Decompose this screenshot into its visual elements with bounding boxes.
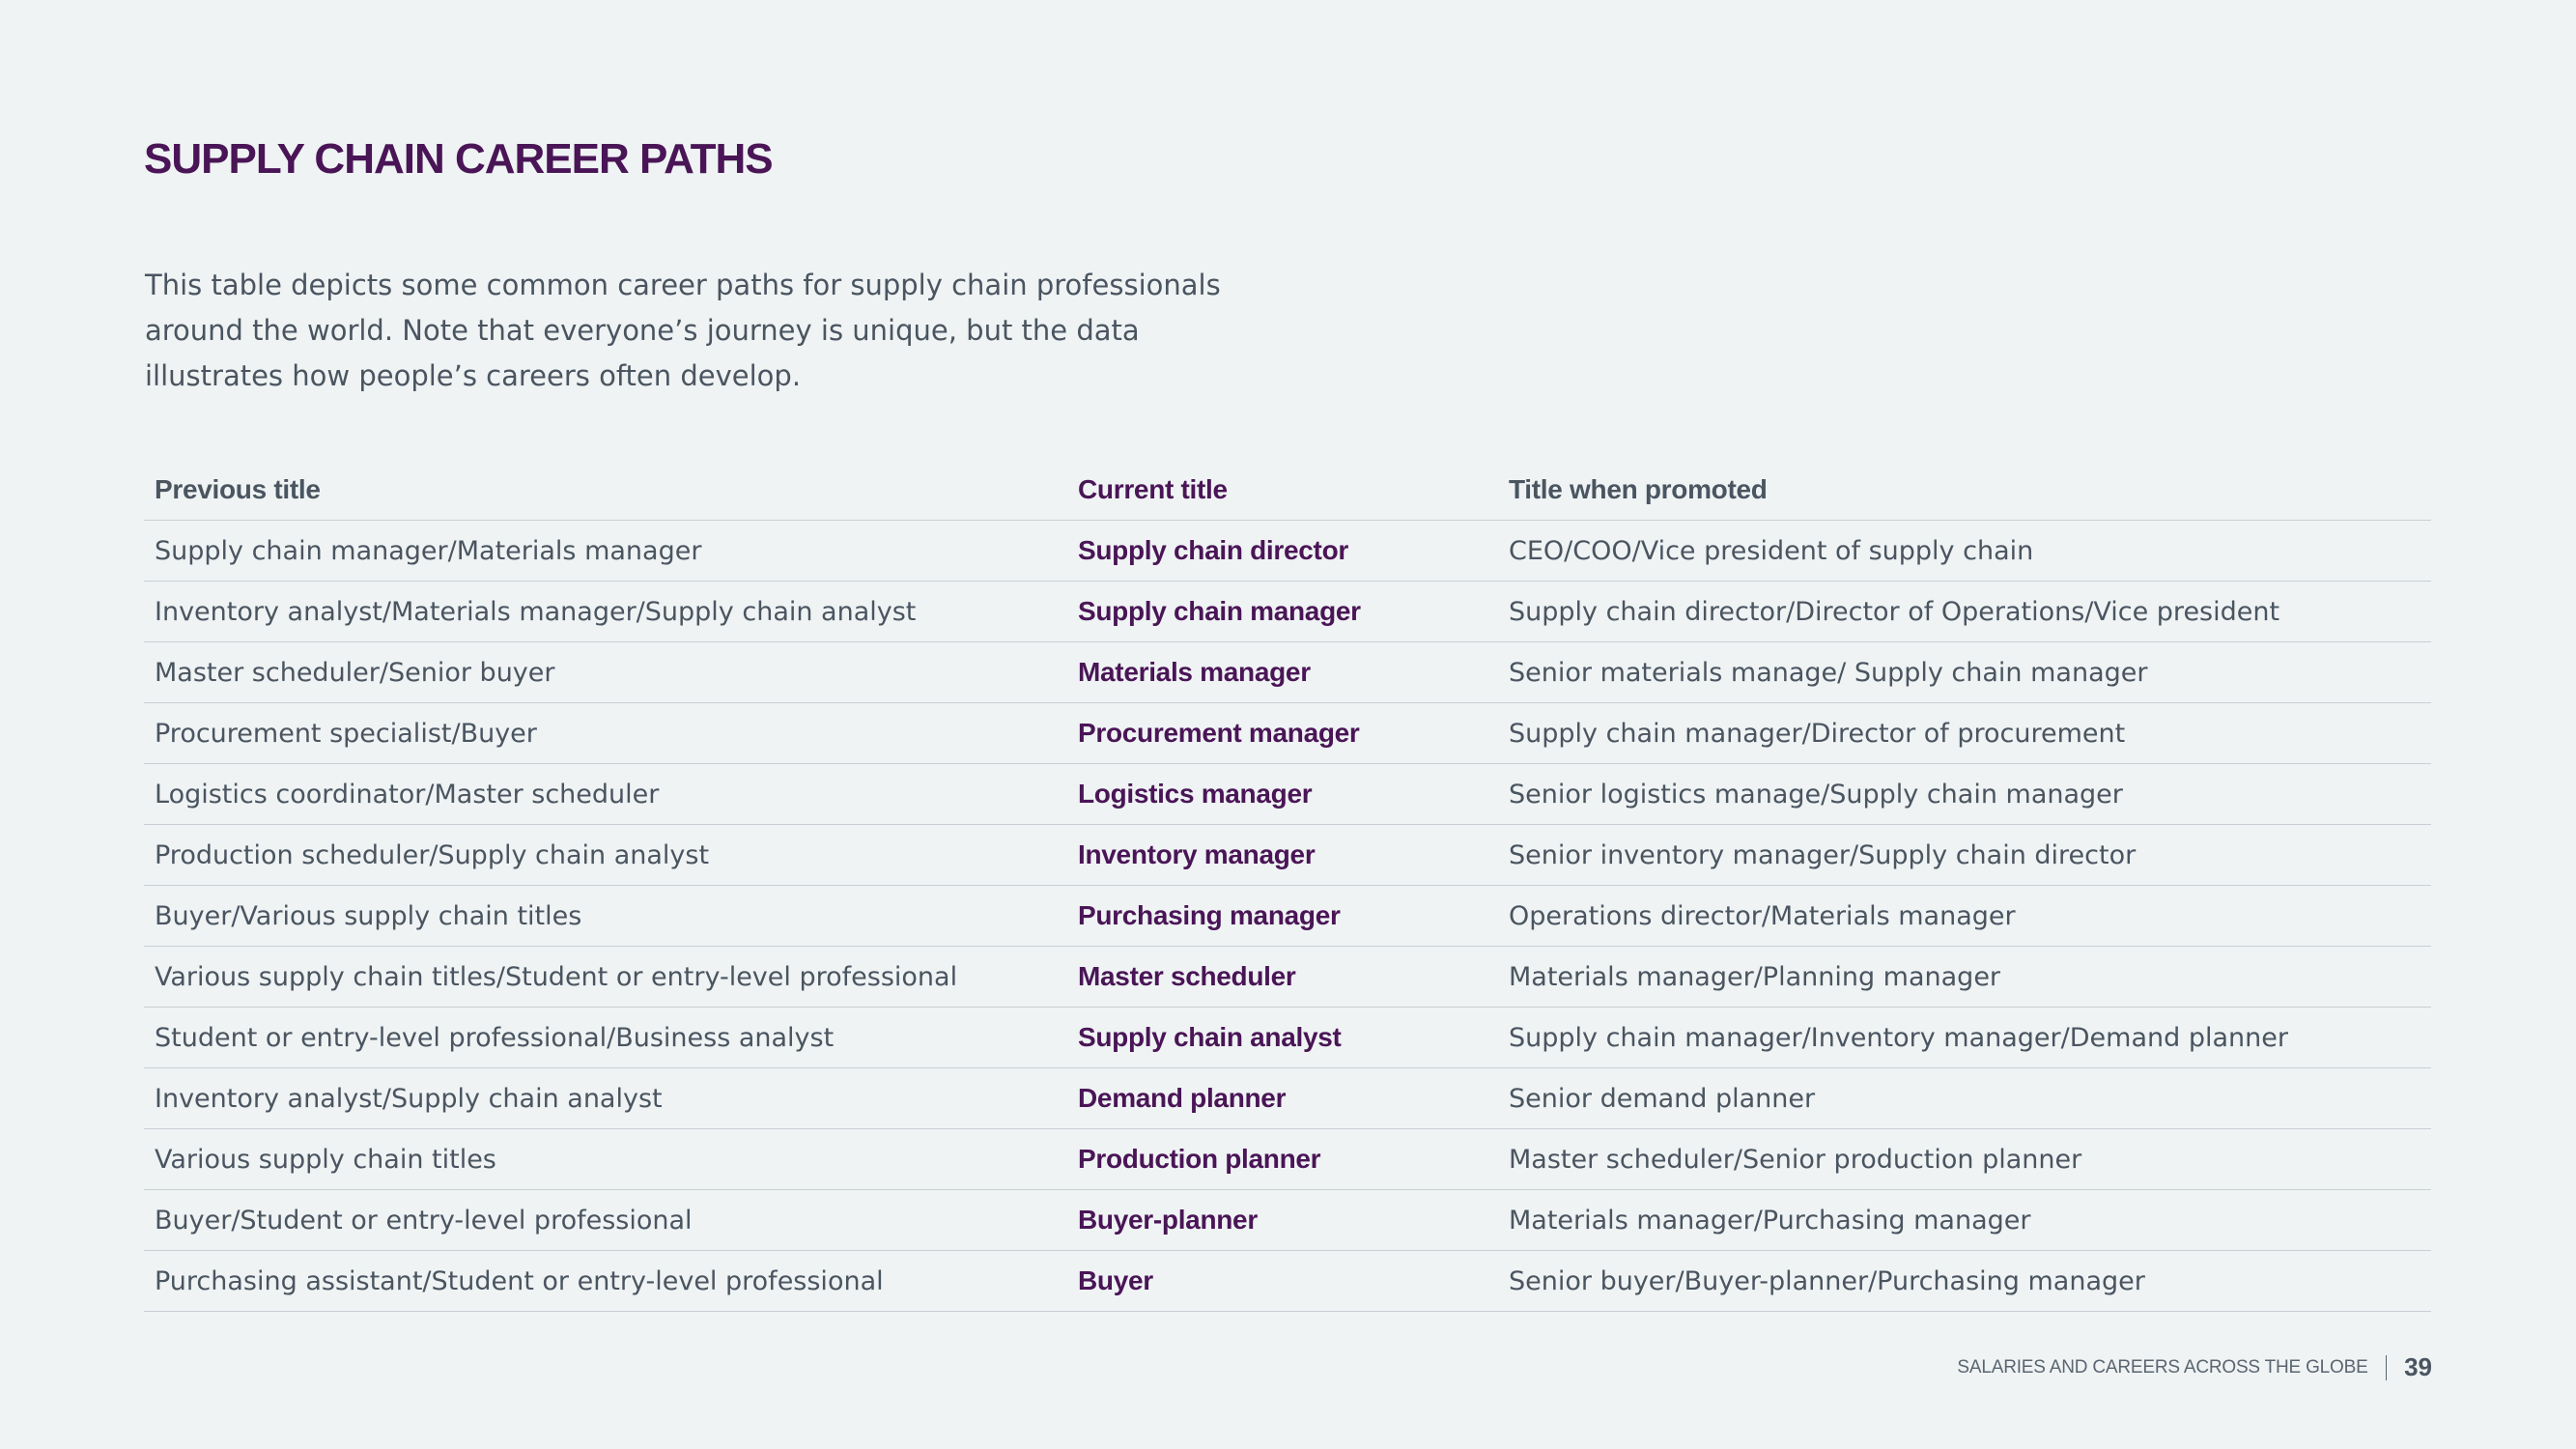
page-title: SUPPLY CHAIN CAREER PATHS <box>144 135 773 183</box>
header-current-title: Current title <box>1067 460 1498 521</box>
cell-previous-title: Buyer/Various supply chain titles <box>144 886 1067 947</box>
cell-current-title: Demand planner <box>1067 1068 1498 1129</box>
cell-previous-title: Logistics coordinator/Master scheduler <box>144 764 1067 825</box>
intro-line: This table depicts some common career paths for supply chain professionals <box>145 269 1221 301</box>
cell-previous-title: Student or entry-level professional/Business analyst <box>144 1008 1067 1068</box>
table-row <box>144 521 2431 582</box>
page-number: 39 <box>2404 1352 2432 1381</box>
cell-title-when-promoted: CEO/COO/Vice president of supply chain <box>1498 521 2431 582</box>
cell-previous-title: Inventory analyst/Materials manager/Supply chain analyst <box>144 582 1067 642</box>
cell-title-when-promoted: Senior materials manage/ Supply chain manager <box>1498 642 2431 703</box>
cell-current-title: Purchasing manager <box>1067 886 1498 947</box>
cell-previous-title: Buyer/Student or entry-level professional <box>144 1190 1067 1251</box>
table-body <box>144 521 2431 1312</box>
cell-previous-title: Various supply chain titles/Student or entry-level professional <box>144 947 1067 1008</box>
table-row <box>144 886 2431 947</box>
table-row <box>144 825 2431 886</box>
cell-title-when-promoted: Supply chain manager/Inventory manager/Demand planner <box>1498 1008 2431 1068</box>
table-row <box>144 1008 2431 1068</box>
cell-current-title: Buyer-planner <box>1067 1190 1498 1251</box>
cell-previous-title: Supply chain manager/Materials manager <box>144 521 1067 582</box>
cell-previous-title: Procurement specialist/Buyer <box>144 703 1067 764</box>
cell-title-when-promoted: Master scheduler/Senior production planner <box>1498 1129 2431 1190</box>
cell-previous-title: Production scheduler/Supply chain analyst <box>144 825 1067 886</box>
table-row <box>144 764 2431 825</box>
table-header-row <box>144 460 2431 521</box>
table-row <box>144 703 2431 764</box>
table-row <box>144 1190 2431 1251</box>
footer-divider <box>2386 1355 2388 1380</box>
cell-previous-title: Inventory analyst/Supply chain analyst <box>144 1068 1067 1129</box>
cell-title-when-promoted: Supply chain manager/Director of procurement <box>1498 703 2431 764</box>
footer-text: SALARIES AND CAREERS ACROSS THE GLOBE <box>1957 1356 2368 1378</box>
cell-previous-title: Master scheduler/Senior buyer <box>144 642 1067 703</box>
cell-current-title: Materials manager <box>1067 642 1498 703</box>
cell-current-title: Logistics manager <box>1067 764 1498 825</box>
page-footer <box>1957 1352 2432 1382</box>
cell-title-when-promoted: Materials manager/Planning manager <box>1498 947 2431 1008</box>
header-title-when-promoted: Title when promoted <box>1498 460 2431 521</box>
cell-title-when-promoted: Materials manager/Purchasing manager <box>1498 1190 2431 1251</box>
cell-current-title: Buyer <box>1067 1251 1498 1312</box>
cell-current-title: Supply chain analyst <box>1067 1008 1498 1068</box>
cell-title-when-promoted: Senior logistics manage/Supply chain manager <box>1498 764 2431 825</box>
table-row <box>144 1251 2431 1312</box>
cell-title-when-promoted: Senior buyer/Buyer-planner/Purchasing manager <box>1498 1251 2431 1312</box>
table-row <box>144 947 2431 1008</box>
cell-previous-title: Various supply chain titles <box>144 1129 1067 1190</box>
cell-title-when-promoted: Senior inventory manager/Supply chain director <box>1498 825 2431 886</box>
table-row <box>144 582 2431 642</box>
table-row <box>144 1129 2431 1190</box>
career-paths-table <box>144 460 2431 1312</box>
cell-current-title: Master scheduler <box>1067 947 1498 1008</box>
intro-line: around the world. Note that everyone’s journey is unique, but the data <box>145 314 1140 347</box>
cell-title-when-promoted: Senior demand planner <box>1498 1068 2431 1129</box>
cell-current-title: Inventory manager <box>1067 825 1498 886</box>
table-row <box>144 642 2431 703</box>
table-row <box>144 1068 2431 1129</box>
intro-line: illustrates how people’s careers often develop. <box>145 359 802 392</box>
cell-current-title: Supply chain director <box>1067 521 1498 582</box>
cell-previous-title: Purchasing assistant/Student or entry-level professional <box>144 1251 1067 1312</box>
cell-title-when-promoted: Operations director/Materials manager <box>1498 886 2431 947</box>
header-previous-title: Previous title <box>144 460 1067 521</box>
cell-current-title: Production planner <box>1067 1129 1498 1190</box>
cell-current-title: Supply chain manager <box>1067 582 1498 642</box>
intro-paragraph <box>145 263 1221 399</box>
cell-current-title: Procurement manager <box>1067 703 1498 764</box>
cell-title-when-promoted: Supply chain director/Director of Operations/Vice president <box>1498 582 2431 642</box>
